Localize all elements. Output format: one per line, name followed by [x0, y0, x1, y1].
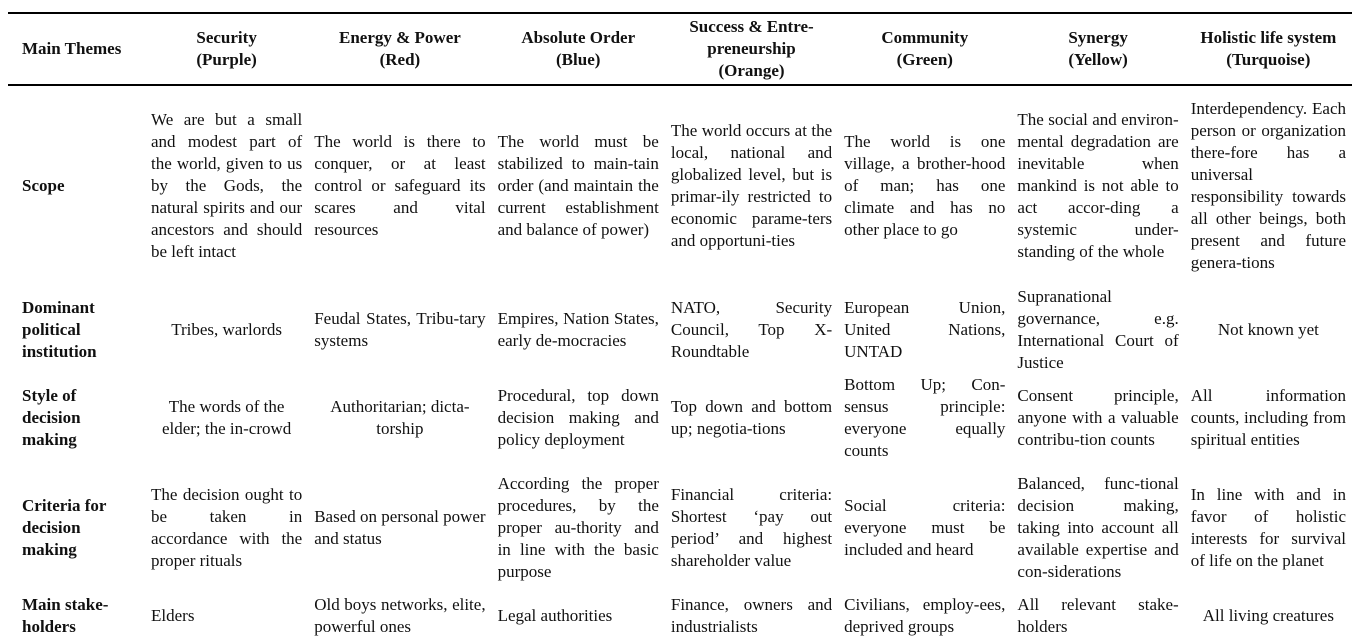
themes-table-container — [8, 12, 1352, 638]
header-color: (Yellow) — [1068, 50, 1128, 69]
header-security — [145, 13, 308, 85]
table-cell: Top down and bottom up; negotia-tions — [670, 397, 833, 438]
table-cell: The decision ought to be taken in accordance with the proper rituals — [151, 485, 303, 570]
table-cell: All relevant stake-holders — [1017, 595, 1179, 636]
table-cell: All living creatures — [1202, 606, 1334, 625]
header-color: (Blue) — [556, 50, 601, 69]
table-cell: Financial criteria: Shortest ‘pay out period’ and highest shareholder value — [670, 485, 833, 570]
table-row-criteria-for-decision-making — [8, 462, 1352, 594]
header-holistic-life-system — [1185, 13, 1352, 85]
table-cell: Old boys networks, elite, powerful ones — [314, 595, 486, 636]
table-header — [8, 13, 1352, 85]
table-cell: Not known yet — [1217, 320, 1319, 339]
header-row — [8, 13, 1352, 85]
table-cell: The world is one village, a brother-hood of man; has one climate and has no other place to go — [844, 132, 1006, 239]
table-row-scope — [8, 85, 1352, 286]
table-cell: All information counts, including from spiritual entities — [1190, 386, 1346, 449]
table-cell: Feudal States, Tribu-tary systems — [314, 309, 486, 350]
table-row-main-stakeholders — [8, 594, 1352, 638]
table-cell: Bottom Up; Con-sensus principle: everyone equally counts — [844, 375, 1006, 460]
table-cell: Interdependency. Each person or organization there-fore has a universal responsibility towards all other beings, both present and future genera-tions — [1190, 99, 1346, 272]
table-cell: Procedural, top down decision making and policy deployment — [497, 386, 659, 449]
table-cell: NATO, Security Council, Top X-Roundtable — [670, 298, 833, 361]
header-absolute-order — [492, 13, 665, 85]
table-cell: The world must be stabilized to main-tain order (and maintain the current establishment and balance of power) — [497, 132, 659, 239]
table-cell: Supranational governance, e.g. International Court of Justice — [1017, 287, 1179, 372]
table-cell: In line with and in favor of holistic interests for survival of life on the planet — [1190, 485, 1346, 570]
header-color: (Orange) — [718, 61, 785, 80]
table-cell: European Union, United Nations, UNTAD — [844, 298, 1006, 361]
header-name: Success & Entre-preneurship — [689, 17, 814, 58]
table-cell: We are but a small and modest part of the world, given to us by the Gods, the natural spirits and our ancestors and should be left intact — [151, 110, 303, 261]
table-cell: Authoritarian; dicta-torship — [330, 397, 470, 438]
header-community — [838, 13, 1011, 85]
table-cell: According the proper procedures, by the proper au-thority and in line with the basic purpose — [497, 474, 659, 581]
table-row-style-of-decision-making — [8, 374, 1352, 462]
table-cell: Tribes, warlords — [171, 320, 283, 339]
header-success-entrepreneurship — [665, 13, 838, 85]
row-label: Scope — [22, 176, 65, 195]
header-color: (Turquoise) — [1226, 50, 1311, 69]
header-color: (Green) — [896, 50, 953, 69]
header-name: Energy & Power — [338, 28, 461, 47]
table-cell: Finance, owners and industrialists — [670, 595, 833, 636]
table-cell: The world occurs at the local, national and globalized level, but is primar-ily restricted to economic parame-ters and opportuni-ties — [670, 121, 833, 250]
header-name: Holistic life system — [1200, 28, 1337, 47]
header-synergy — [1011, 13, 1184, 85]
header-energy-power — [308, 13, 491, 85]
table-cell: Legal authorities — [497, 606, 613, 625]
table-body — [8, 85, 1352, 638]
themes-table — [8, 12, 1352, 638]
table-cell: Elders — [151, 606, 195, 625]
row-label: Criteria for decision making — [22, 496, 107, 559]
header-name: Security — [196, 28, 257, 47]
row-label: Style of decision making — [22, 386, 81, 449]
header-main-themes: Main Themes — [22, 39, 122, 58]
table-cell: The world is there to conquer, or at least control or safeguard its scares and vital resources — [314, 132, 486, 239]
table-cell: Civilians, employ-ees, deprived groups — [844, 595, 1006, 636]
table-cell: Based on personal power and status — [314, 507, 486, 548]
table-row-dominant-political-institution — [8, 286, 1352, 374]
header-color: (Red) — [379, 50, 421, 69]
table-cell: Balanced, func-tional decision making, taking into account all available expertise and con-siderations — [1017, 474, 1179, 581]
header-color: (Purple) — [196, 50, 257, 69]
row-label: Main stake-holders — [22, 595, 109, 636]
table-cell: Empires, Nation States, early de-mocracies — [497, 309, 659, 350]
table-cell: The social and environ-mental degradation are inevitable when mankind is not able to act accor-ding a systemic under-standing of the whole — [1017, 110, 1179, 261]
table-cell: Social criteria: everyone must be included and heard — [844, 496, 1006, 559]
table-cell: The words of the elder; the in-crowd — [161, 397, 292, 438]
header-name: Absolute Order — [521, 28, 636, 47]
header-name: Synergy — [1068, 28, 1128, 47]
header-name: Community — [881, 28, 969, 47]
table-cell: Consent principle, anyone with a valuable contribu-tion counts — [1017, 386, 1179, 449]
row-label: Dominant political institution — [22, 298, 97, 361]
